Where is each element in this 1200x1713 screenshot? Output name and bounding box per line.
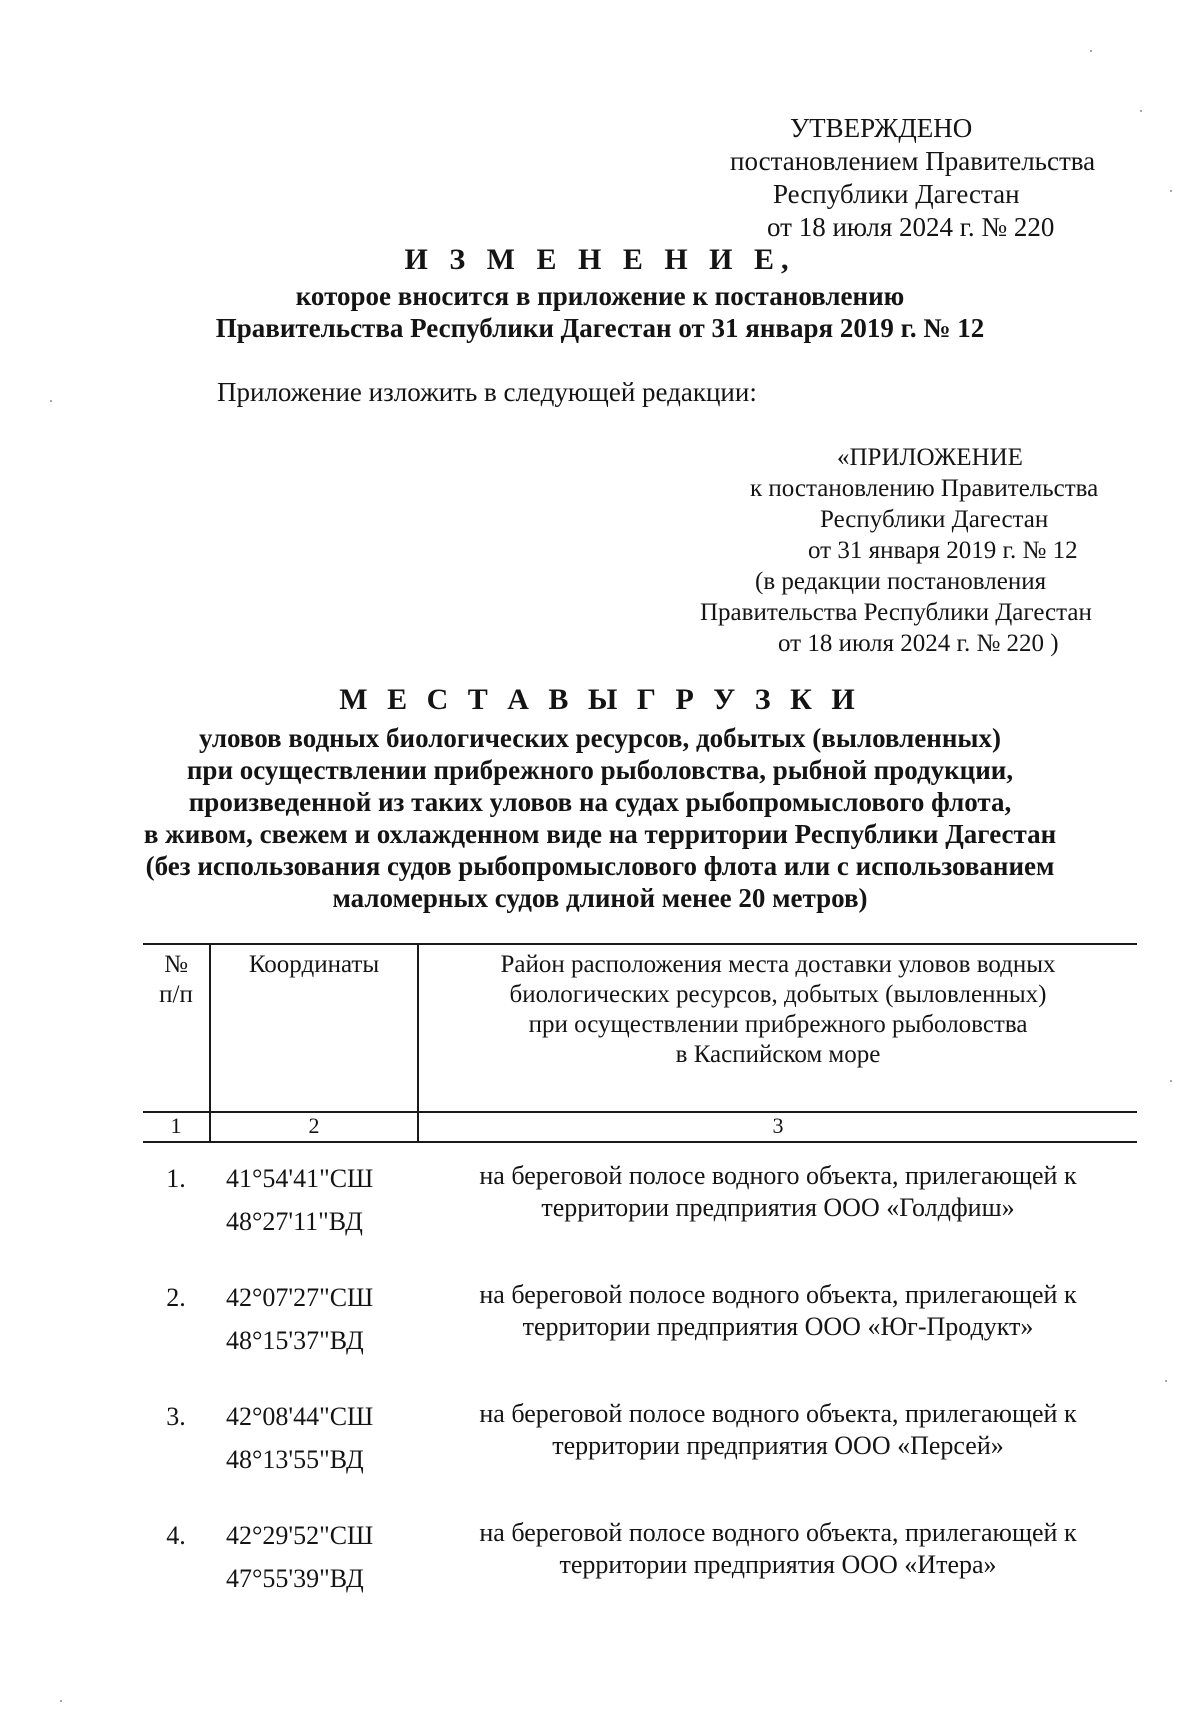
appendix-block bbox=[690, 442, 1140, 659]
change-subtitle-2: Правительства Республики Дагестан от 31 января 2019 г. № 12 bbox=[215, 313, 985, 343]
row-longitude: 48°13'55"ВД bbox=[226, 1445, 364, 1474]
approval-line-1: УТВЕРЖДЕНО bbox=[790, 113, 973, 143]
row-latitude: 42°07'27"СШ bbox=[226, 1283, 374, 1312]
table-top-border bbox=[143, 943, 1137, 945]
row-number: 2. bbox=[166, 1283, 186, 1312]
row-longitude: 47°55'39"ВД bbox=[226, 1564, 364, 1593]
header-coordinates: Координаты bbox=[248, 951, 380, 978]
appendix-line-5: (в редакции постановления bbox=[755, 568, 1047, 595]
places-subtitle-line-2: при осуществлении прибрежного рыболовства, рыбной продукции, bbox=[186, 755, 1014, 785]
appendix-line-2: к постановлению Правительства bbox=[750, 475, 1099, 502]
column-number-3: 3 bbox=[772, 1113, 784, 1138]
places-subtitle-line-1: уловов водных биологических ресурсов, добытых (выловленных) bbox=[199, 723, 1001, 753]
row-number: 1. bbox=[166, 1164, 186, 1193]
appendix-line-3: Республики Дагестан bbox=[820, 506, 1049, 533]
row-place-line-1: на береговой полосе водного объекта, прилегающей к bbox=[479, 1280, 1077, 1309]
appendix-line-1: «ПРИЛОЖЕНИЕ bbox=[837, 444, 1023, 471]
row-place bbox=[419, 1398, 1137, 1462]
header-district bbox=[419, 950, 1137, 1070]
header-number-symbol: № bbox=[164, 951, 188, 978]
row-place-line-2: территории предприятия ООО «Персей» bbox=[552, 1431, 1004, 1460]
approval-line-4: от 18 июля 2024 г. № 220 bbox=[767, 212, 1055, 242]
scan-speck bbox=[1170, 1080, 1172, 1082]
row-latitude: 42°29'52"СШ bbox=[226, 1521, 374, 1550]
scan-speck bbox=[50, 400, 52, 402]
places-subtitle-line-6: маломерных судов длиной менее 20 метров) bbox=[332, 883, 868, 913]
row-longitude: 48°27'11"ВД bbox=[226, 1207, 363, 1236]
approval-block bbox=[730, 112, 1170, 244]
table-colnum-bottom-border bbox=[143, 1141, 1137, 1143]
column-number-2: 2 bbox=[308, 1113, 320, 1138]
row-place-line-1: на береговой полосе водного объекта, прилегающей к bbox=[479, 1518, 1077, 1547]
approval-line-2: постановлением Правительства bbox=[730, 146, 1096, 176]
row-latitude: 42°08'44"СШ bbox=[226, 1402, 374, 1431]
appendix-line-6: Правительства Республики Дагестан bbox=[700, 599, 1092, 626]
header-district-line-3: при осуществлении прибрежного рыболовства bbox=[528, 1011, 1028, 1038]
appendix-line-7: от 18 июля 2024 г. № 220 ) bbox=[778, 630, 1059, 657]
instruction-text: Приложение изложить в следующей редакции: bbox=[217, 377, 757, 407]
row-place-line-1: на береговой полосе водного объекта, прилегающей к bbox=[479, 1161, 1077, 1190]
scan-speck bbox=[1140, 110, 1142, 112]
row-longitude: 48°15'37"ВД bbox=[226, 1326, 364, 1355]
header-number-abbr: п/п bbox=[159, 981, 193, 1008]
header-number bbox=[143, 950, 209, 1010]
row-place-line-2: территории предприятия ООО «Юг-Продукт» bbox=[522, 1312, 1034, 1341]
header-district-line-2: биологических ресурсов, добытых (выловленных) bbox=[509, 981, 1047, 1008]
scan-speck bbox=[1090, 50, 1092, 52]
change-title: И З М Е Н Е Н И Е, bbox=[404, 243, 796, 276]
row-place bbox=[419, 1517, 1137, 1581]
appendix-line-4: от 31 января 2019 г. № 12 bbox=[808, 537, 1078, 564]
scan-speck bbox=[1165, 1380, 1167, 1382]
column-number-1: 1 bbox=[170, 1113, 182, 1138]
change-subtitle-1: которое вносится в приложение к постановлению bbox=[295, 281, 905, 311]
places-title: М Е С Т А В Ы Г Р У З К И bbox=[339, 683, 861, 716]
places-subtitle-line-4: в живом, свежем и охлажденном виде на территории Республики Дагестан bbox=[143, 819, 1057, 849]
places-subtitle-line-5: (без использования судов рыбопромыслового флота или с использованием bbox=[145, 851, 1055, 881]
row-place-line-2: территории предприятия ООО «Итера» bbox=[559, 1550, 997, 1579]
header-district-line-4: в Каспийском море bbox=[675, 1041, 881, 1068]
places-subtitle-line-3: произведенной из таких уловов на судах рыбопромыслового флота, bbox=[188, 787, 1012, 817]
approval-line-3: Республики Дагестан bbox=[773, 179, 1020, 209]
row-place bbox=[419, 1279, 1137, 1343]
row-place-line-1: на береговой полосе водного объекта, прилегающей к bbox=[479, 1399, 1077, 1428]
row-number: 4. bbox=[166, 1521, 186, 1550]
scan-speck bbox=[60, 1700, 62, 1702]
header-district-line-1: Район расположения места доставки уловов водных bbox=[500, 951, 1056, 978]
row-place bbox=[419, 1160, 1137, 1224]
row-latitude: 41°54'41"СШ bbox=[226, 1164, 374, 1193]
row-place-line-2: территории предприятия ООО «Голдфиш» bbox=[541, 1193, 1015, 1222]
row-number: 3. bbox=[166, 1402, 186, 1431]
places-subtitle bbox=[0, 722, 1200, 914]
scan-speck bbox=[1170, 190, 1172, 192]
